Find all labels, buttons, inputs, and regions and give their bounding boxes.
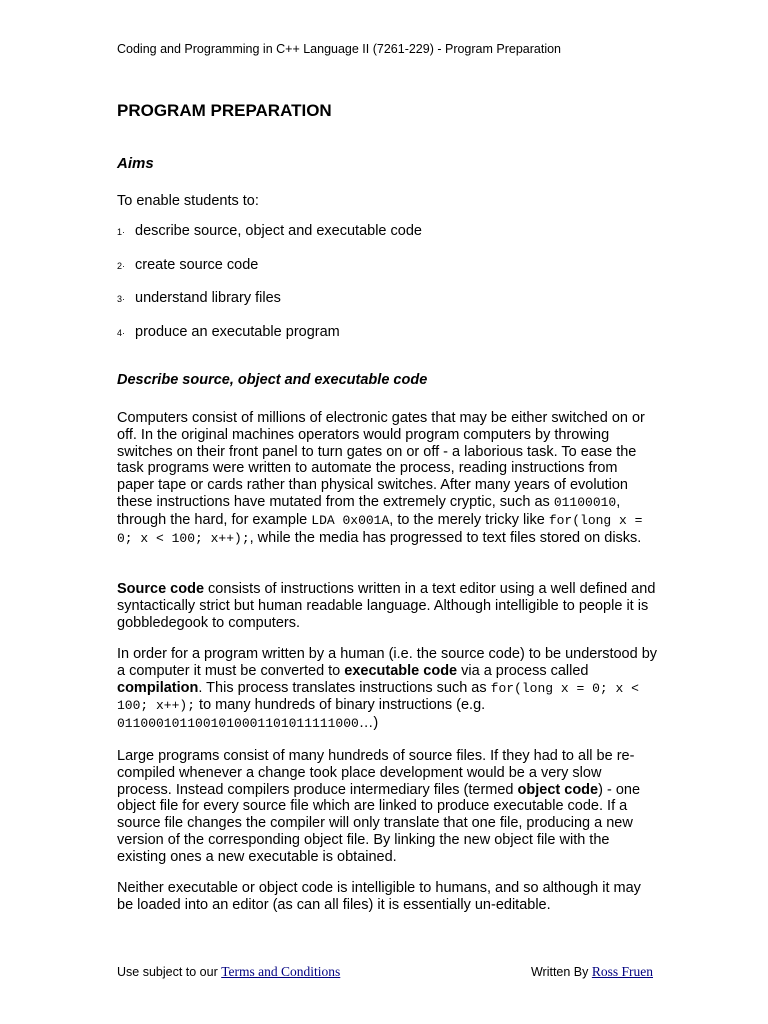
term-executable-code: executable code: [344, 662, 458, 679]
terms-link[interactable]: Terms and Conditions: [221, 964, 341, 979]
aims-heading: Aims: [117, 155, 154, 172]
section-heading: Describe source, object and executable code: [117, 372, 428, 388]
page-header: Coding and Programming in C++ Language II (7261-229) - Program Preparation: [117, 42, 562, 56]
footer-author: Written By Ross Fruen: [530, 964, 653, 979]
list-number: 2·: [117, 260, 126, 271]
list-item-text: produce an executable program: [135, 324, 340, 341]
list-item: [117, 324, 422, 358]
list-item-text: create source code: [135, 256, 259, 273]
list-item: [117, 290, 422, 324]
term-compilation: compilation: [117, 679, 199, 696]
aims-list: [117, 223, 422, 358]
list-item-text: understand library files: [135, 290, 281, 307]
list-number: 3·: [117, 294, 126, 305]
code-for-loop: for(long x = 0; x < 100; x++);: [117, 512, 643, 546]
code-for-loop: for(long x = 0; x < 100; x++);: [117, 680, 639, 714]
term-source-code: Source code: [117, 581, 205, 597]
paragraph-computers: Computers consist of millions of electronic gates that may be either switched on or off. In the original machines operators would program computers by throwing switches on their front panel to turn gates on or off - a laborious task. To ease the task programs were written to automate the process, reading instructions from paper tape or cards rather than physical switches. After many years of evolution these instructions have mutated from the extremely cryptic, such as 01100010, through the hard, for example LDA 0x001A, to the merely tricky like for(long x = 0; x < 100; x++);, while the media has progressed to text files stored on disks.: [117, 410, 645, 546]
author-link[interactable]: Ross Fruen: [591, 964, 653, 979]
list-number: 4·: [117, 328, 126, 339]
list-number: 1·: [117, 227, 126, 237]
footer-terms: Use subject to our Terms and Conditions: [117, 964, 341, 979]
paragraph-source-code: Source code consists of instructions written in a text editor using a well defined and syntactically strict but human readable language. Although intelligible to people it is gobbledegook to computers.: [117, 581, 656, 631]
list-item-text: describe source, object and executable code: [135, 223, 422, 239]
list-item: [117, 223, 422, 257]
paragraph-object-code: Large programs consist of many hundreds of source files. If they had to all be re-compiled whenever a change took place development would be a very slow process. Instead compilers produce intermediary files (termed object code) - one object file for every source file which are linked to produce executable code. If a source file changes the compiler will only translate that one file, producing a new version of the corresponding object file. By linking the new object file with the existing ones a new executable is obtained.: [117, 748, 641, 865]
term-object-code: object code: [517, 781, 599, 798]
paragraph-compilation: In order for a program written by a human (i.e. the source code) to be understood by a computer it must be converted to executable code via a process called compilation. This process translates instructions such as for(long x = 0; x < 100; x++); to many hundreds of binary instructions (e.g. 0110001011001010001101011111000…): [117, 646, 658, 732]
paragraph-intelligibility: Neither executable or object code is intelligible to humans, and so although it may be loaded into an editor (as can all files) it is essentially un-editable.: [117, 880, 641, 913]
code-assembly: LDA 0x001A: [311, 512, 390, 528]
page-title: PROGRAM PREPARATION: [117, 101, 332, 120]
code-binary: 01100010: [553, 494, 617, 510]
list-item: [117, 257, 422, 291]
code-binary-instructions: 0110001011001010001101011111000: [117, 716, 359, 732]
aims-intro: To enable students to:: [117, 193, 259, 209]
